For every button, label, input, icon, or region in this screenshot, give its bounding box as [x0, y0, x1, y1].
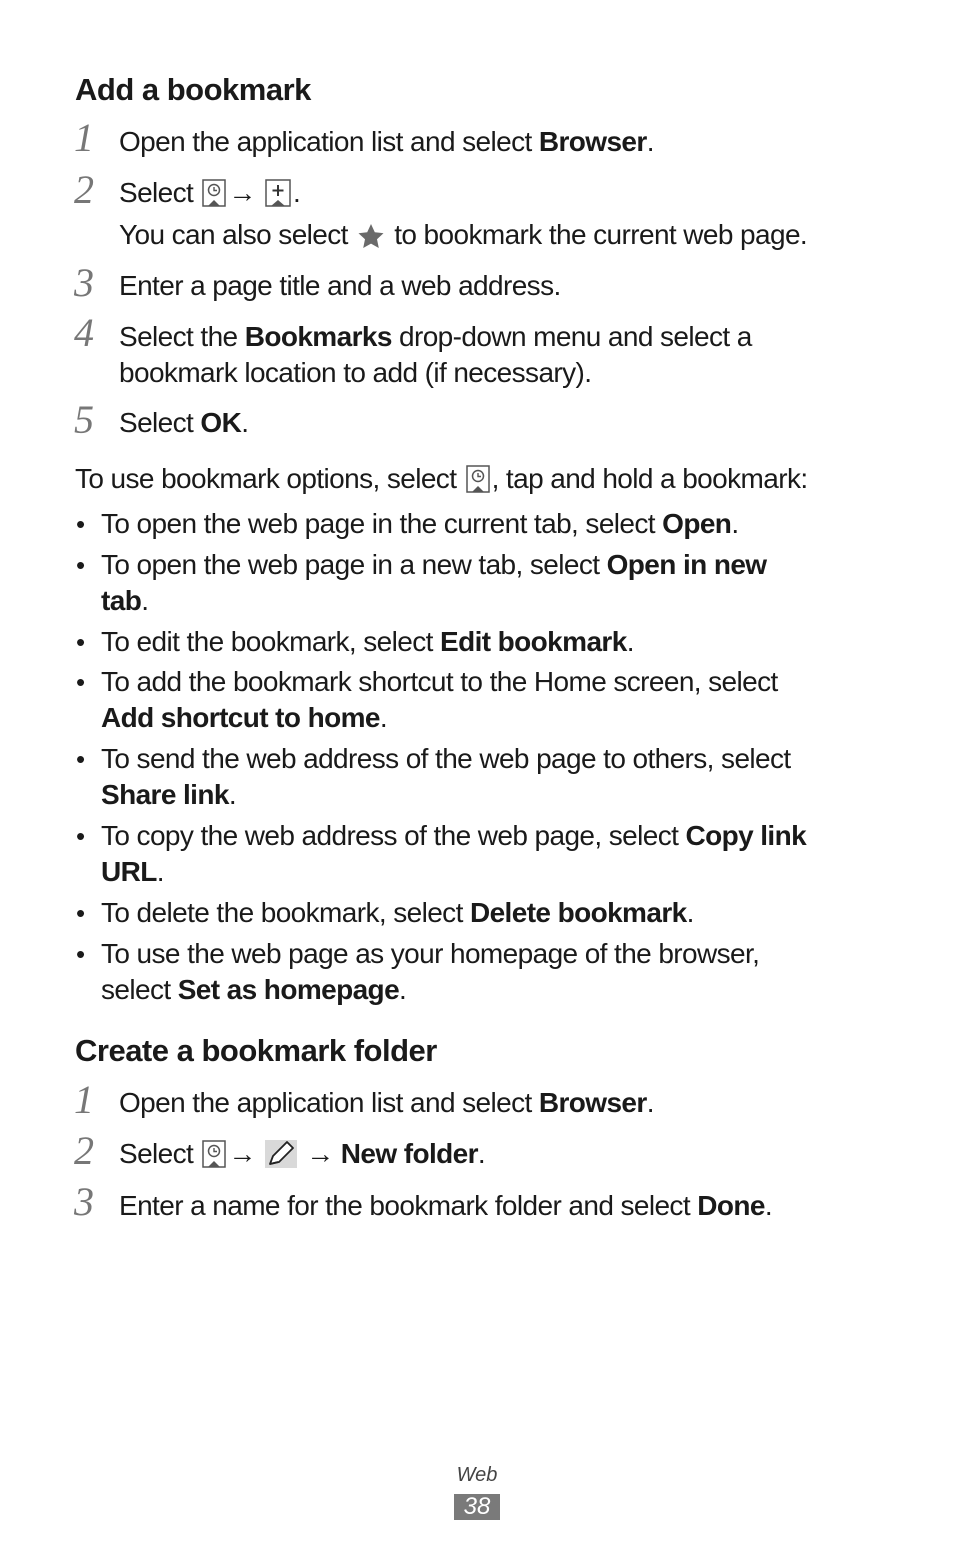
step-text: Open the application list and select Browser. [119, 126, 654, 157]
bullet-text: To add the bookmark shortcut to the Home screen, select [101, 666, 778, 697]
bullet-text: To use the web page as your homepage of the browser, [101, 938, 760, 969]
bullet: • [76, 939, 86, 969]
step-text: Select OK. [119, 407, 249, 438]
bookmarks-icon [466, 465, 490, 493]
star-icon [357, 223, 385, 249]
bullet: • [76, 667, 86, 697]
bullet-text: To open the web page in a new tab, select Open in new [101, 549, 767, 580]
bullet-text: To edit the bookmark, select Edit bookmark. [101, 626, 634, 657]
step-number: 2 [74, 167, 94, 212]
bullet-text-continued: Share link. [101, 779, 237, 810]
bullet: • [76, 744, 86, 774]
bullet: • [76, 509, 86, 539]
section-title-add-bookmark: Add a bookmark [75, 72, 311, 107]
step-number: 4 [74, 310, 94, 355]
bullet-text: To delete the bookmark, select Delete bookmark. [101, 897, 694, 928]
step-text: Open the application list and select Browser. [119, 1087, 654, 1118]
bullet-text-continued: Add shortcut to home. [101, 702, 388, 733]
footer-section-label: Web [456, 1464, 498, 1486]
step-number: 3 [74, 1179, 94, 1224]
bullet: • [76, 550, 86, 580]
bullet: • [76, 627, 86, 657]
step-text: Enter a page title and a web address. [119, 270, 561, 301]
step-number: 1 [74, 115, 94, 160]
add-bookmark-icon [265, 179, 291, 207]
step-text: Enter a name for the bookmark folder and select Done. [119, 1190, 772, 1221]
bullet-text: To open the web page in the current tab, select Open. [101, 508, 739, 539]
bullet-text: To copy the web address of the web page, select Copy link [101, 820, 807, 851]
step-number: 1 [74, 1077, 94, 1122]
step-number: 2 [74, 1128, 94, 1173]
edit-icon [265, 1140, 297, 1168]
step-number: 5 [74, 397, 94, 442]
step-text: Select → . [119, 177, 301, 208]
bullet-text: To send the web address of the web page to others, select [101, 743, 791, 774]
step-text: Select → → New folder. [119, 1138, 486, 1169]
bullet: • [76, 898, 86, 928]
step-text-continued: bookmark location to add (if necessary). [119, 357, 592, 388]
bullet-text-continued: select Set as homepage. [101, 974, 407, 1005]
page-number: 38 [454, 1494, 500, 1520]
step-note: You can also select to bookmark the current web page. [119, 219, 808, 250]
bookmarks-icon [202, 179, 226, 207]
step-number: 3 [74, 260, 94, 305]
bullet-text-continued: URL. [101, 856, 164, 887]
section-title-create-folder: Create a bookmark folder [75, 1033, 437, 1068]
step-text: Select the Bookmarks drop-down menu and select a [119, 321, 752, 352]
bullet-text-continued: tab. [101, 585, 149, 616]
options-intro: To use bookmark options, select , tap and hold a bookmark: [75, 463, 808, 494]
bookmarks-icon [202, 1140, 226, 1168]
bullet: • [76, 821, 86, 851]
